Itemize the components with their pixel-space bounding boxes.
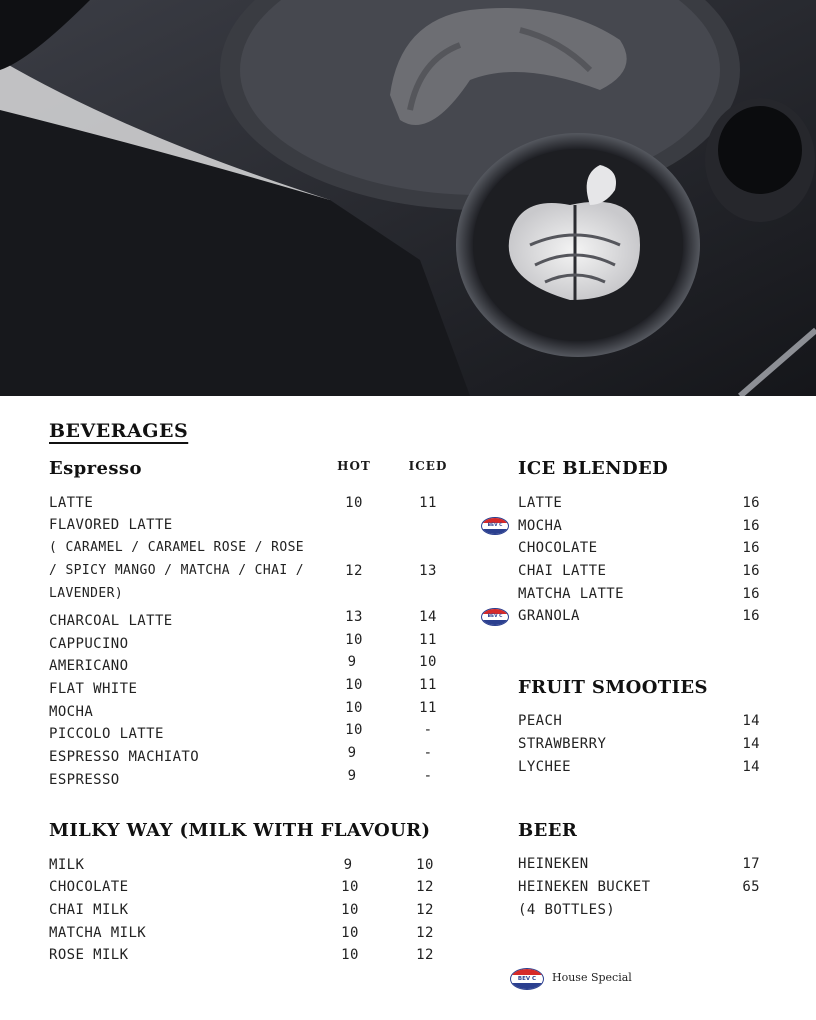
menu-item-note: LAVENDER) — [49, 586, 124, 601]
menu-item-price: 14 — [742, 713, 760, 729]
menu-item-name: HEINEKEN BUCKET — [518, 879, 651, 895]
menu-item-price: 16 — [742, 586, 760, 602]
beer-heading: BEER — [518, 820, 578, 841]
menu-item-name: FLAT WHITE — [49, 681, 138, 697]
legend-label: House Special — [552, 971, 632, 984]
menu-item-hot-price: 10 — [341, 925, 359, 941]
menu-item-hot-price: 10 — [341, 902, 359, 918]
menu-item-hot-price: 13 — [345, 609, 363, 625]
menu-item-iced-price: - — [423, 768, 433, 784]
menu-item-iced-price: 13 — [419, 563, 437, 579]
menu-item-name: CHOCOLATE — [49, 879, 129, 895]
menu-item-hot-price: 10 — [341, 947, 359, 963]
iced-column-header: ICED — [408, 459, 448, 473]
menu-item-hot-price: 10 — [345, 700, 363, 716]
menu-item-hot-price: 12 — [345, 563, 363, 579]
house-special-badge-icon: BEV C — [510, 968, 544, 990]
menu-item-price: 16 — [742, 540, 760, 556]
ice-blended-heading: ICE BLENDED — [518, 458, 669, 479]
menu-item-name: CHOCOLATE — [518, 540, 598, 556]
menu-item-iced-price: 11 — [419, 495, 437, 511]
menu-item-iced-price: - — [423, 745, 433, 761]
menu-item-iced-price: 12 — [416, 902, 434, 918]
menu-item-name: ESPRESSO MACHIATO — [49, 749, 200, 765]
menu-item-price: 16 — [742, 495, 760, 511]
menu-item-note: / SPICY MANGO / MATCHA / CHAI / — [49, 563, 305, 578]
menu-item-name: CHAI LATTE — [518, 563, 607, 579]
menu-item-hot-price: 9 — [347, 768, 357, 784]
menu-item-name: MOCHA — [518, 518, 563, 534]
menu-item-iced-price: 10 — [416, 857, 434, 873]
menu-item-iced-price: - — [423, 722, 433, 738]
menu-item-name: PEACH — [518, 713, 563, 729]
house-special-badge-icon: BEV C — [481, 608, 509, 626]
menu-item-name: STRAWBERRY — [518, 736, 607, 752]
menu-item-name: GRANOLA — [518, 608, 580, 624]
menu-item-iced-price: 12 — [416, 947, 434, 963]
menu-item-name: HEINEKEN — [518, 856, 589, 872]
menu-item-name: MOCHA — [49, 704, 94, 720]
menu-item-hot-price: 10 — [345, 495, 363, 511]
menu-item-name: MATCHA MILK — [49, 925, 147, 941]
menu-item-note: ( CARAMEL / CARAMEL ROSE / ROSE — [49, 540, 305, 555]
menu-item-hot-price: 10 — [345, 722, 363, 738]
menu-item-iced-price: 11 — [419, 677, 437, 693]
menu-item-name: MILK — [49, 857, 85, 873]
menu-item-price: 16 — [742, 563, 760, 579]
menu-item-hot-price: 10 — [345, 632, 363, 648]
menu-item-name: MATCHA LATTE — [518, 586, 624, 602]
menu-item-iced-price: 11 — [419, 632, 437, 648]
menu-item-hot-price: 9 — [347, 745, 357, 761]
menu-item-name: ROSE MILK — [49, 947, 129, 963]
menu-item-name: ESPRESSO — [49, 772, 120, 788]
menu-item-iced-price: 12 — [416, 879, 434, 895]
menu-item-note: (4 BOTTLES) — [518, 902, 616, 918]
page-title: BEVERAGES — [49, 420, 189, 442]
menu-item-iced-price: 11 — [419, 700, 437, 716]
menu-item-hot-price: 9 — [347, 654, 357, 670]
menu-item-name: CHARCOAL LATTE — [49, 613, 173, 629]
menu-item-iced-price: 12 — [416, 925, 434, 941]
menu-item-price: 16 — [742, 518, 760, 534]
hero-photo — [0, 0, 816, 396]
menu-item-price: 65 — [742, 879, 760, 895]
menu-item-name: LYCHEE — [518, 759, 571, 775]
menu-item-iced-price: 14 — [419, 609, 437, 625]
menu-item-price: 17 — [742, 856, 760, 872]
menu-item-name: LATTE — [518, 495, 563, 511]
fruit-smoothies-heading: FRUIT SMOOTIES — [518, 677, 708, 698]
hot-column-header: HOT — [337, 459, 371, 473]
house-special-badge-icon: BEV C — [481, 517, 509, 535]
menu-item-name: FLAVORED LATTE — [49, 517, 173, 533]
menu-item-hot-price: 10 — [345, 677, 363, 693]
menu-item-name: CAPPUCINO — [49, 636, 129, 652]
menu-item-name: PICCOLO LATTE — [49, 726, 164, 742]
menu-item-hot-price: 9 — [343, 857, 353, 873]
menu-item-iced-price: 10 — [419, 654, 437, 670]
menu-item-hot-price: 10 — [341, 879, 359, 895]
espresso-heading: Espresso — [49, 458, 142, 479]
menu-item-name: AMERICANO — [49, 658, 129, 674]
menu-item-name: LATTE — [49, 495, 94, 511]
menu-item-price: 16 — [742, 608, 760, 624]
milky-way-heading: MILKY WAY (MILK WITH FLAVOUR) — [49, 820, 431, 841]
menu-item-name: CHAI MILK — [49, 902, 129, 918]
menu-item-price: 14 — [742, 759, 760, 775]
menu-item-price: 14 — [742, 736, 760, 752]
